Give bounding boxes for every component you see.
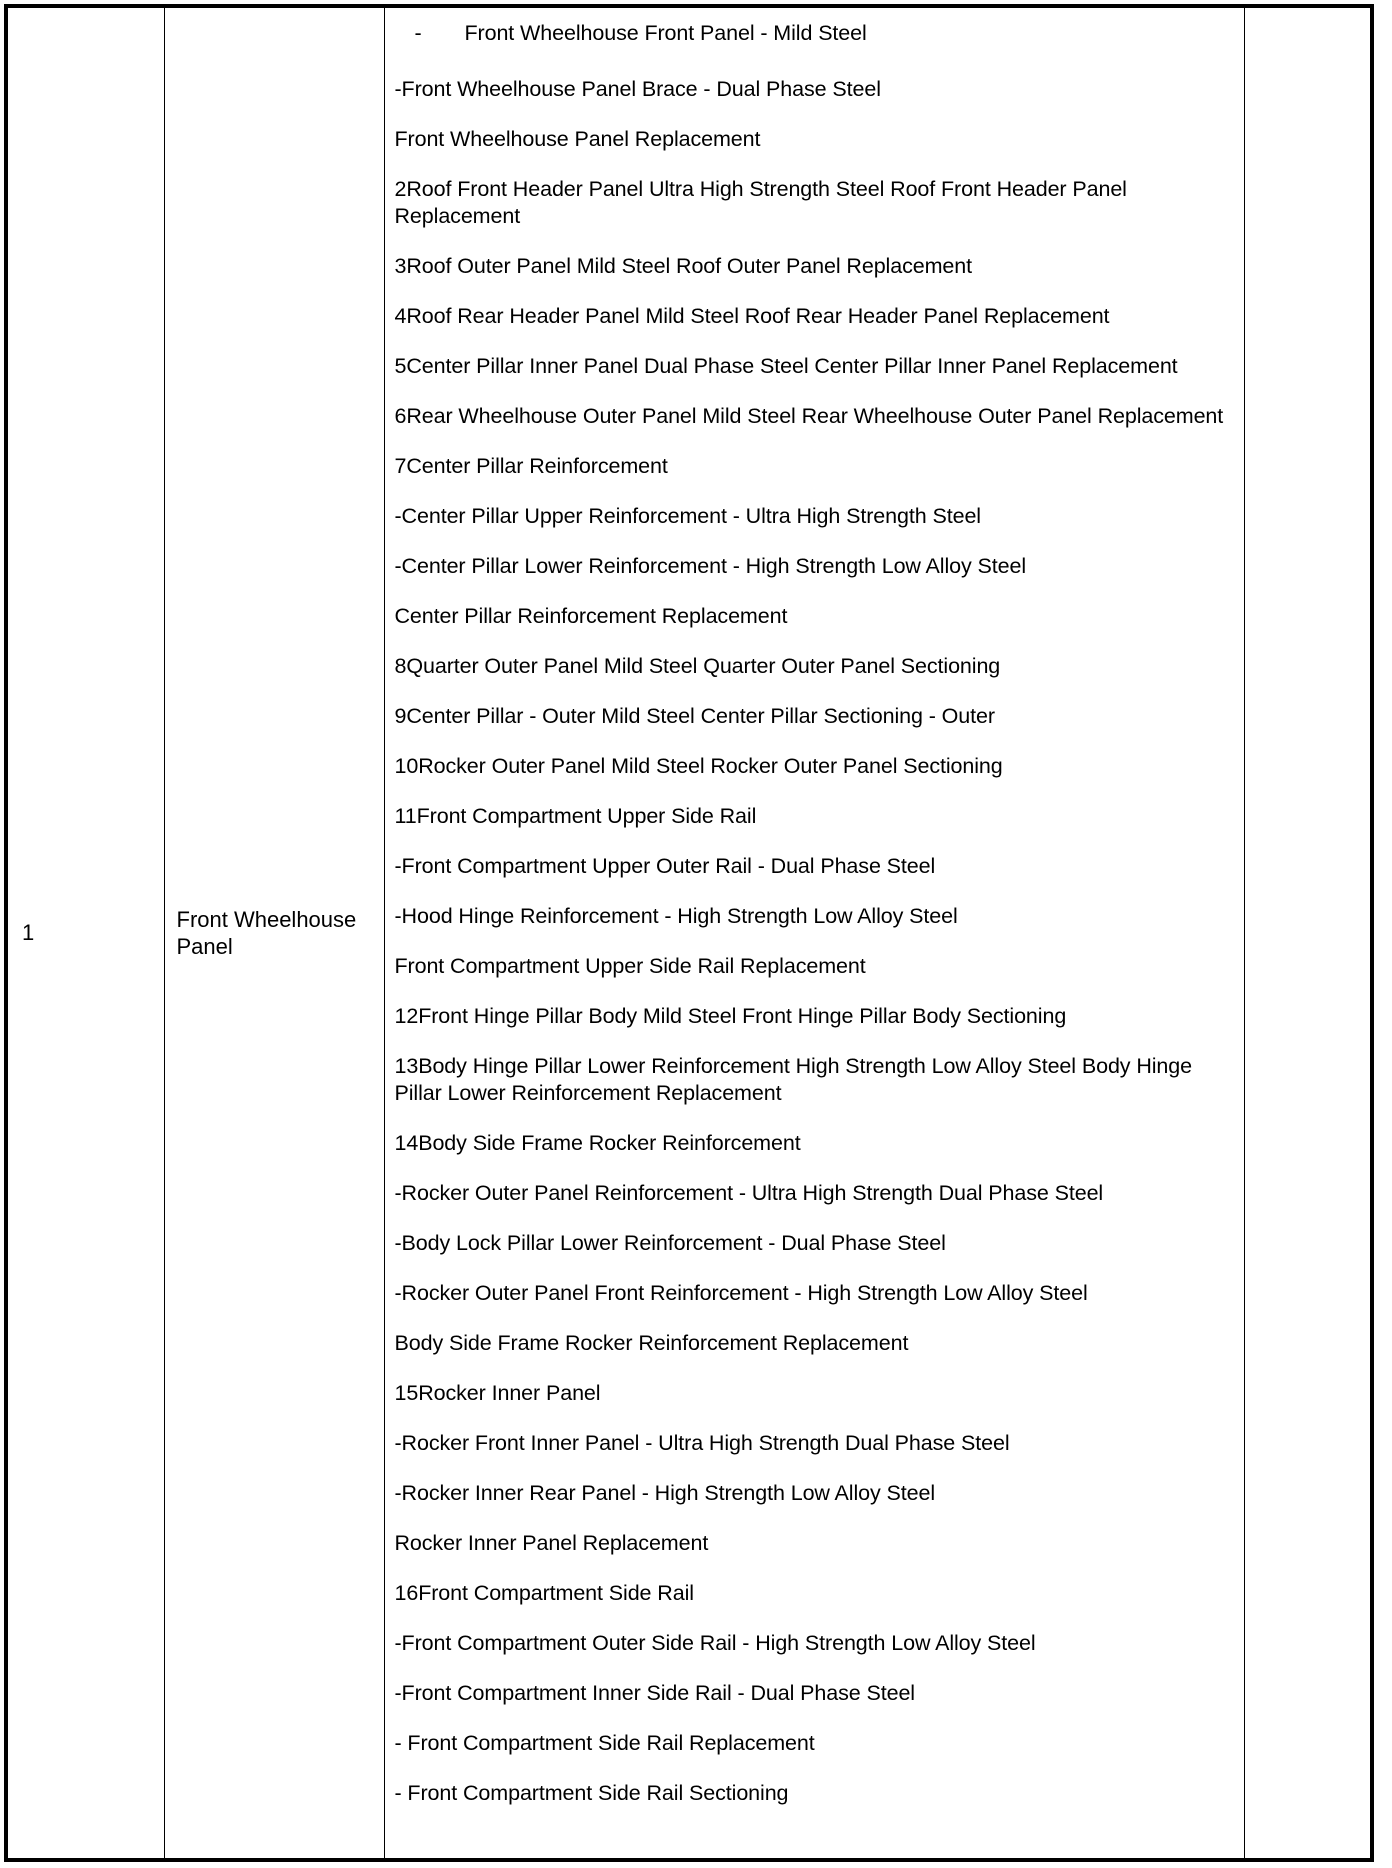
items-cell: [384, 6, 1244, 1860]
list-item: 12Front Hinge Pillar Body Mild Steel Front Hinge Pillar Body Sectioning: [394, 1004, 1067, 1028]
list-item: 8Quarter Outer Panel Mild Steel Quarter Outer Panel Sectioning: [394, 654, 1001, 678]
list-item: -Front Wheelhouse Panel Brace - Dual Phase Steel: [394, 77, 881, 101]
list-item: -Rocker Front Inner Panel - Ultra High Strength Dual Phase Steel: [394, 1431, 1010, 1455]
list-item: -Rocker Inner Rear Panel - High Strength Low Alloy Steel: [394, 1481, 936, 1505]
list-item: -Center Pillar Upper Reinforcement - Ultra High Strength Steel: [394, 504, 981, 528]
component-name-cell: [164, 6, 384, 1860]
list-item: 14Body Side Frame Rocker Reinforcement: [394, 1131, 801, 1155]
list-item: -Front Compartment Inner Side Rail - Dual Phase Steel: [394, 1681, 915, 1705]
list-item: 5Center Pillar Inner Panel Dual Phase Steel Center Pillar Inner Panel Replacement: [394, 354, 1178, 378]
list-item: 16Front Compartment Side Rail: [394, 1581, 694, 1605]
list-item: Front Compartment Upper Side Rail Replacement: [394, 954, 866, 978]
list-item: -Rocker Outer Panel Front Reinforcement - High Strength Low Alloy Steel: [394, 1281, 1088, 1305]
list-item: -Front Compartment Upper Outer Rail - Dual Phase Steel: [394, 854, 936, 878]
item-dash: -: [414, 21, 422, 45]
list-item: 4Roof Rear Header Panel Mild Steel Roof Rear Header Panel Replacement: [394, 304, 1110, 328]
list-item: 7Center Pillar Reinforcement: [394, 454, 668, 478]
table-row: [6, 6, 1372, 1860]
list-item: 3Roof Outer Panel Mild Steel Roof Outer Panel Replacement: [394, 254, 972, 278]
list-item: Center Pillar Reinforcement Replacement: [394, 604, 788, 628]
list-item: Body Side Frame Rocker Reinforcement Replacement: [394, 1331, 909, 1355]
row-number: 1: [22, 920, 35, 945]
list-item: 6Rear Wheelhouse Outer Panel Mild Steel Rear Wheelhouse Outer Panel Replacement: [394, 404, 1224, 428]
list-item: -Center Pillar Lower Reinforcement - High Strength Low Alloy Steel: [394, 554, 1027, 578]
parts-table: [4, 4, 1374, 1862]
list-item: [395, 20, 1238, 47]
list-item: 2Roof Front Header Panel Ultra High Strength Steel Roof Front Header Panel Replacement: [394, 177, 1127, 228]
list-item: 9Center Pillar - Outer Mild Steel Center Pillar Sectioning - Outer: [394, 704, 995, 728]
list-item: 15Rocker Inner Panel: [394, 1381, 601, 1405]
list-item: Front Wheelhouse Panel Replacement: [394, 127, 761, 151]
list-item: -Hood Hinge Reinforcement - High Strength Low Alloy Steel: [394, 904, 958, 928]
list-item: - Front Compartment Side Rail Replacement: [394, 1731, 815, 1755]
list-item: 11Front Compartment Upper Side Rail: [394, 804, 757, 828]
list-item: -Front Compartment Outer Side Rail - High Strength Low Alloy Steel: [394, 1631, 1036, 1655]
list-item: -Rocker Outer Panel Reinforcement - Ultra High Strength Dual Phase Steel: [394, 1181, 1104, 1205]
component-name: Front Wheelhouse Panel: [176, 907, 357, 959]
list-item: - Front Compartment Side Rail Sectioning: [394, 1781, 789, 1805]
row-number-cell: [6, 6, 164, 1860]
list-item: -Body Lock Pillar Lower Reinforcement - Dual Phase Steel: [394, 1231, 946, 1255]
empty-cell: [1244, 6, 1372, 1860]
list-item: 10Rocker Outer Panel Mild Steel Rocker Outer Panel Sectioning: [394, 754, 1003, 778]
list-item: 13Body Hinge Pillar Lower Reinforcement High Strength Low Alloy Steel Body Hinge Pillar Lower Reinforcement Replacement: [394, 1054, 1192, 1105]
list-item: Rocker Inner Panel Replacement: [394, 1531, 709, 1555]
item-text: Front Wheelhouse Front Panel - Mild Steel: [464, 21, 867, 45]
